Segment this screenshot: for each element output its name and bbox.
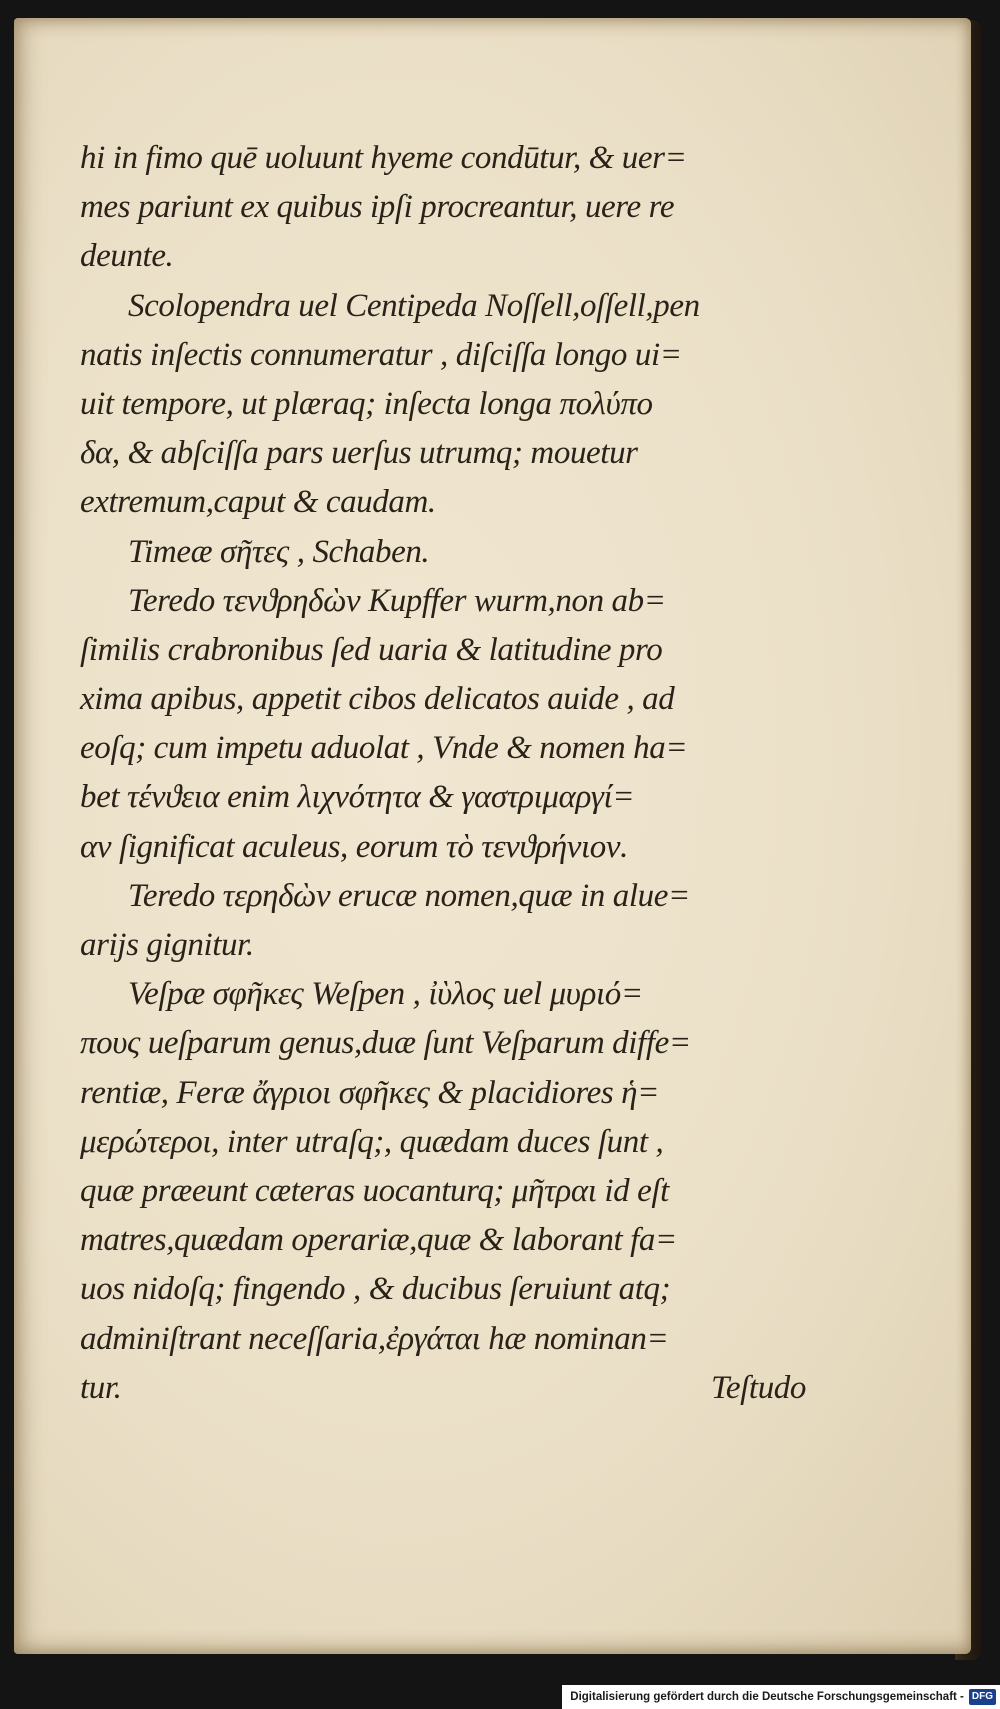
text-line: μερώτεροι, inter utraſq;, quædam duces ſunt , (80, 1123, 664, 1160)
text-line: xima apibus, appetit cibos delicatos auide , ad (80, 681, 675, 718)
text-line: uit tempore, ut plæraq; inſecta longa πολύπο (80, 385, 653, 422)
text-line: Timeæ σῆτες , Schaben. (128, 533, 430, 570)
funding-credit: Digitalisierung gefördert durch die Deutsche Forschungsgemeinschaft - (570, 1691, 964, 1703)
text-line: natis inſectis connumeratur , diſciſſa longo ui= (80, 336, 682, 373)
text-line: mes pariunt ex quibus ipſi procreantur, uere re (80, 189, 675, 226)
text-line: eoſq; cum impetu aduolat , Vnde & nomen ha= (80, 730, 688, 767)
text-line: hi in fimo quē uoluunt hyeme condūtur, & uer= (80, 140, 687, 176)
page-text (80, 134, 810, 1413)
text-line: Teredo τερηδὼν erucæ nomen,quæ in alue= (128, 877, 690, 914)
text-line: uos nidoſq; fingendo , & ducibus ſeruiunt atq; (80, 1271, 671, 1308)
text-line: deunte. (80, 238, 174, 275)
last-line (80, 1364, 810, 1413)
text-line: αν ſignificat aculeus, eorum τὸ τενϑρήνιον. (80, 828, 628, 865)
text-line: Teredo τενϑρηδὼν Kupffer wurm,non ab= (128, 582, 666, 619)
text-line: quæ præeunt cæteras uocanturq; μῆτραι id eſt (80, 1172, 669, 1209)
book-page (14, 18, 971, 1654)
text-line: extremum,caput & caudam. (80, 484, 436, 521)
text-line: tur. (80, 1369, 122, 1406)
text-line: bet τένϑεια enim λιχνότητα & γαστριμαργί= (80, 779, 635, 816)
catchword: Teſtudo (710, 1369, 806, 1406)
text-line: matres,quædam operariæ,quæ & laborant fa= (80, 1222, 677, 1259)
text-line: adminiſtrant neceſſaria,ἐργάται hæ nominan= (80, 1320, 669, 1357)
text-line: πους ueſparum genus,duæ ſunt Veſparum diffe= (80, 1025, 691, 1062)
text-line: Veſpæ σφῆκες Weſpen , ἰὺλος uel μυριό= (128, 976, 643, 1013)
text-line: ſimilis crabronibus ſed uaria & latitudine pro (80, 631, 663, 668)
text-line: arijs gignitur. (80, 927, 254, 963)
text-line: rentiæ, Feræ ἄγριοι σφῆκες & placidiores ἡ= (80, 1074, 660, 1111)
text-line: Scolopendra uel Centipeda Noſſell,oſſell,pen (128, 287, 700, 324)
dfg-logo: DFG (969, 1689, 996, 1705)
text-line: δα, & abſciſſa pars uerſus utrumq; mouetur (80, 435, 638, 472)
digitization-credit-bar (562, 1685, 1000, 1709)
